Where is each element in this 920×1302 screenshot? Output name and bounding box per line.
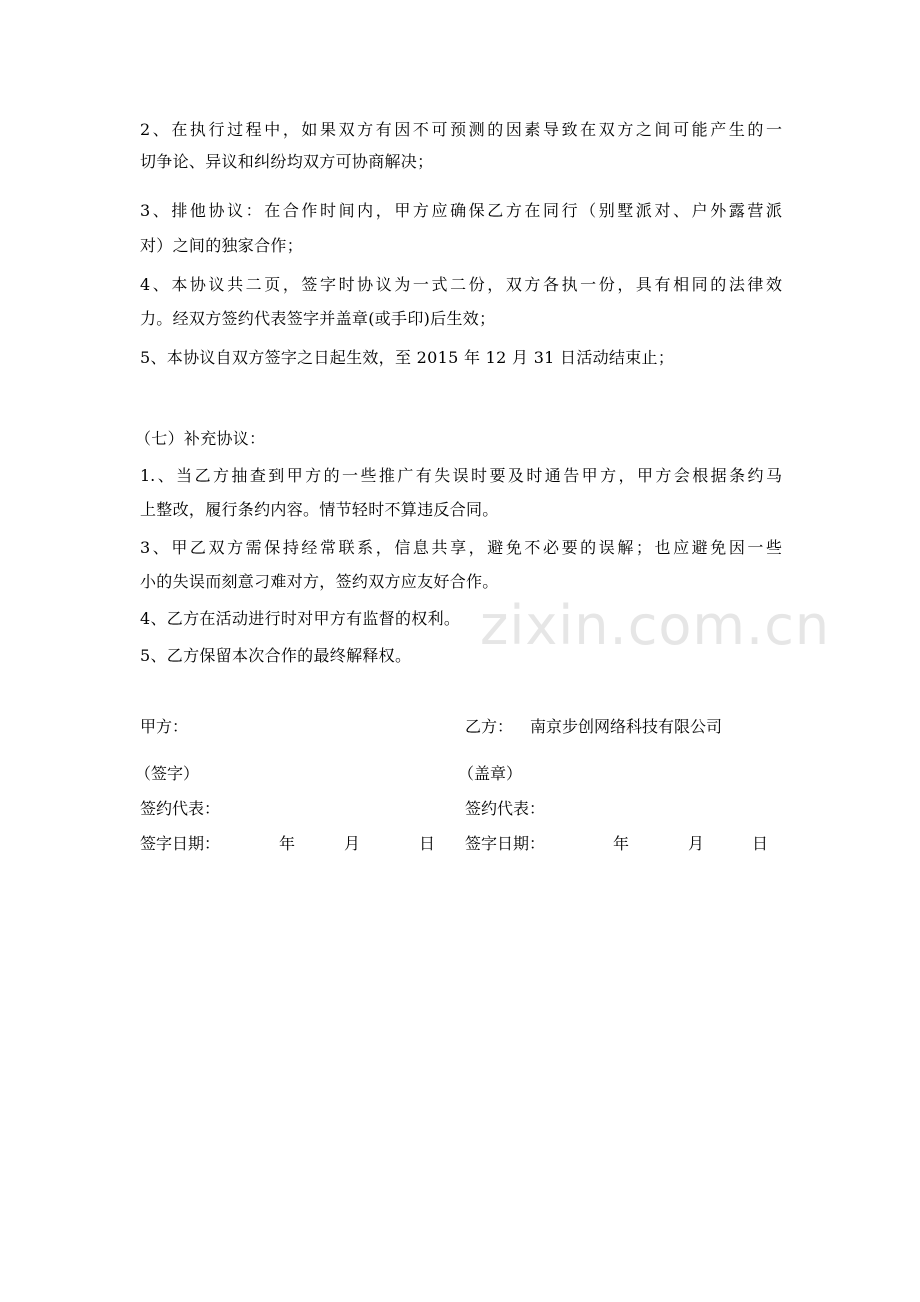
supplement-item-5: 5、乙方保留本次合作的最终解释权。 [140, 646, 412, 665]
term-2-line-2: 切争论、异议和纠纷均双方可协商解决； [140, 152, 434, 171]
party-b-rep-label: 签约代表： [465, 799, 546, 818]
party-a-year: 年 [279, 834, 296, 853]
supplement-item-1-line-2: 上整改，履行条约内容。情节轻时不算违反合同。 [140, 500, 499, 519]
term-3-line-1: 3、排他协议：在合作时间内，甲方应确保乙方在同行（别墅派对、户外露营派 [140, 201, 782, 220]
party-a-label: 甲方： [140, 717, 189, 736]
party-b-year: 年 [613, 834, 630, 853]
party-b-seal-note: （盖章） [458, 764, 523, 783]
supplement-item-3-line-2: 小的失误而刻意刁难对方，签约双方应友好合作。 [140, 572, 499, 591]
watermark: zixin.com.cn [480, 594, 831, 657]
party-b-label: 乙方： [465, 717, 514, 736]
supplement-item-1-line-1: 1.、当乙方抽查到甲方的一些推广有失误时要及时通告甲方，甲方会根据条约马 [140, 466, 782, 485]
party-b-date-label: 签字日期： [465, 834, 546, 853]
supplement-item-3-line-1: 3、甲乙双方需保持经常联系，信息共享，避免不必要的误解；也应避免因一些 [140, 538, 782, 557]
supplement-heading: （七）补充协议： [135, 429, 266, 448]
party-a-month: 月 [344, 834, 361, 853]
party-a-rep-label: 签约代表： [140, 799, 221, 818]
party-b-month: 月 [688, 834, 705, 853]
term-5: 5、本协议自双方签字之日起生效，至 2015 年 12 月 31 日活动结束止； [140, 348, 675, 367]
party-a-date-label: 签字日期： [140, 834, 221, 853]
party-b-day: 日 [752, 834, 769, 853]
party-b-company: 南京步创网络科技有限公司 [530, 717, 723, 736]
term-4-line-2: 力。经双方签约代表签字并盖章(或手印)后生效； [140, 309, 496, 328]
party-a-sign-note: （签字） [135, 764, 200, 783]
supplement-item-4: 4、乙方在活动进行时对甲方有监督的权利。 [140, 609, 461, 628]
party-a-day: 日 [419, 834, 436, 853]
term-4-line-1: 4、本协议共二页，签字时协议为一式二份，双方各执一份，具有相同的法律效 [140, 275, 782, 294]
term-2-line-1: 2、在执行过程中，如果双方有因不可预测的因素导致在双方之间可能产生的一 [140, 120, 782, 139]
term-3-line-2: 对）之间的独家合作； [140, 236, 304, 255]
